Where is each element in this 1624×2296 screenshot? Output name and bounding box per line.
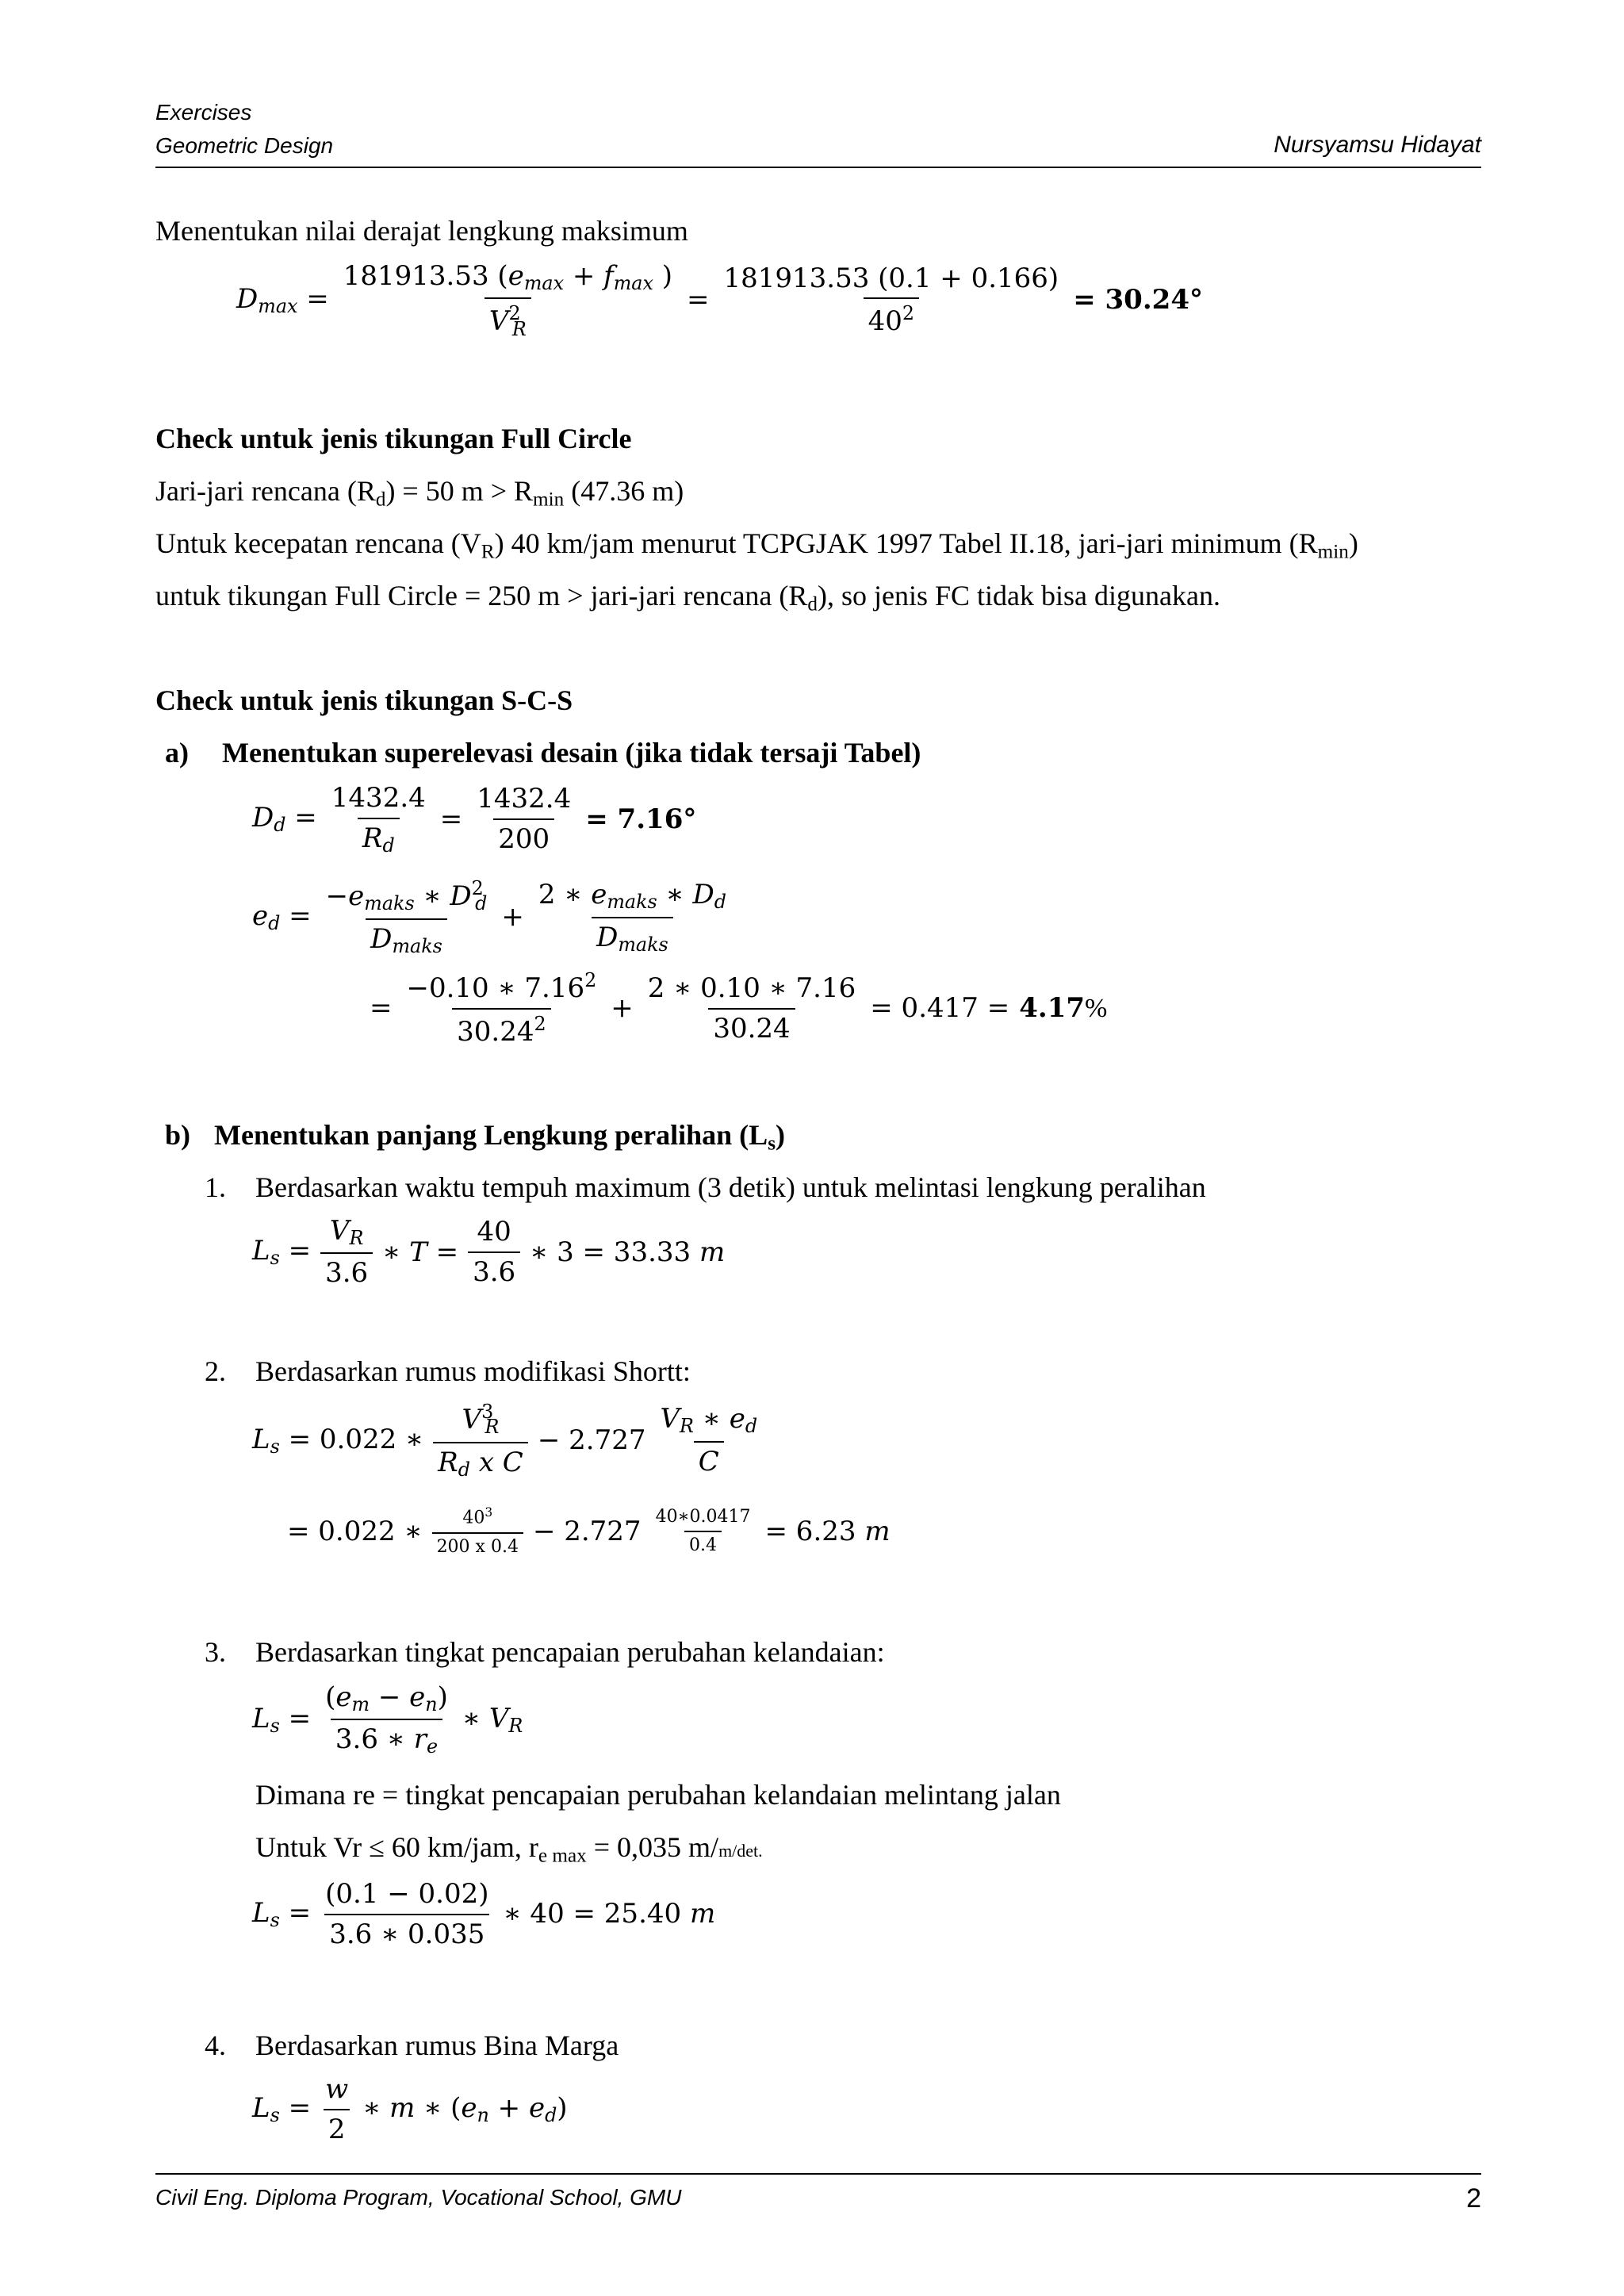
header-author: Nursyamsu Hidayat xyxy=(1274,132,1481,158)
method-4-text: Berdasarkan rumus Bina Marga xyxy=(255,2030,619,2061)
dmax-fraction-substituted: $\frac{181913.53 (0.1 + 0.166)}{40^2}$ xyxy=(723,262,1059,338)
dmax-heading: Menentukan nilai derajat lengkung maksimum xyxy=(155,215,688,247)
method-3-text: Berdasarkan tingkat pencapaian perubahan kelandaian: xyxy=(255,1636,885,1668)
dmax-fraction-general: $\frac{181913.53 (e_{max} + f_{max} )}{V^2_R}$ xyxy=(343,260,672,340)
fc-line-1: Jari-jari rencana $(R_d) = 50$ $m > R_{min}$ (47.36 m) xyxy=(155,475,684,511)
ls-method-1-equation: $L_s$ = $\frac{V_R}{3.6}$ ∗ T = $\frac{40}{3.6}$ ∗ 3 = 33.33 m xyxy=(252,1215,726,1290)
scs-title: Check untuk jenis tikungan S-C-S xyxy=(155,684,573,716)
page-number: 2 xyxy=(1466,2183,1481,2214)
header-rule xyxy=(155,167,1481,168)
header-subject: Geometric Design xyxy=(155,133,334,158)
scs-b-title: Menentukan panjang Lengkung peralihan $(L_s)$ xyxy=(214,1119,785,1155)
ed-result: 4.17 xyxy=(1019,991,1086,1024)
footer-program: Civil Eng. Diploma Program, Vocational School, GMU xyxy=(155,2185,682,2210)
method-3-note-2: Untuk Vr ≤ 60 km/jam, $r_{e max} = 0,035$ m/m/det. xyxy=(255,1831,763,1867)
method-4-number: 4. xyxy=(205,2030,226,2061)
fc-line-3: untuk tikungan Full Circle = 250 m > jari-jari rencana $(R_d)$, so jenis FC tidak bisa digunakan. xyxy=(155,580,1220,615)
dmax-equation: $D_{max}$ = $\frac{181913.53 (e_{max} + f_{max} )}{V^2_R}$ = $\frac{181913.53 (0.1 + 0.166)}{40^2}$ = 30.24° xyxy=(236,260,1203,340)
dmax-result: = 30.24° xyxy=(1073,284,1203,316)
ed-equation-substituted: = $\frac{-0.10 ∗ 7.16^2}{30.24^2}$ + $\frac{2 ∗ 0.10 ∗ 7.16}{30.24}$ = 0.417 = 4.17% xyxy=(370,969,1108,1048)
method-1-text: Berdasarkan waktu tempuh maximum (3 detik) untuk melintasi lengkung peralihan xyxy=(255,1171,1206,1203)
method-1-number: 1. xyxy=(205,1171,226,1203)
footer-rule xyxy=(155,2173,1481,2175)
ed-equation-general: $e_d$ = $\frac{-e_{maks} ∗ D^2_d}{D_{maks}}$ + $\frac{2 ∗ e_{maks} ∗ D_d}{D_{maks}}$ xyxy=(252,877,726,957)
ls-method-3-equation-general: $L_s$ = $\frac{(e_m - e_n)}{3.6 ∗ r_e}$ ∗ $V_R$ xyxy=(252,1681,523,1758)
ls-method-4-equation: $L_s$ = $\frac{w}{2}$ ∗ m ∗ $(e_n + e_d)$ xyxy=(252,2073,568,2145)
fc-title: Check untuk jenis tikungan Full Circle xyxy=(155,423,632,454)
ls-method-2-equation-substituted: = 0.022 ∗ $\frac{40^3}{200 x 0.4}$ − 2.727 $\frac{40∗0.0417}{0.4}$ = 6.23 m xyxy=(287,1505,891,1557)
ls-method-2-equation-general: $L_s = 0.022$ ∗ $\frac{V^3_R}{R_d x C}$ − 2.727 $\frac{V_R ∗ e_d}{C}$ xyxy=(252,1401,758,1481)
header-course: Exercises xyxy=(155,100,252,125)
fc-line-2: Untuk kecepatan rencana $(V_R)$ 40 km/jam menurut TCPGJAK 1997 Tabel II.18, jari-jari minimum $(R_{min})$ xyxy=(155,527,1358,563)
scs-a-title: Menentukan superelevasi desain (jika tidak tersaji Tabel) xyxy=(222,737,921,769)
dd-equation: $D_d$ = $\frac{1432.4}{R_d}$ = $\frac{1432.4}{200}$ = 7.16° xyxy=(252,782,697,857)
method-3-note-1: Dimana re = tingkat pencapaian perubahan kelandaian melintang jalan xyxy=(255,1779,1061,1811)
scs-b-label: b) xyxy=(165,1119,191,1151)
scs-a-label: a) xyxy=(165,737,189,769)
ls-method-3-equation-substituted: $L_s$ = $\frac{(0.1 - 0.02)}{3.6 ∗ 0.035}$ ∗ 40 = 25.40 m xyxy=(252,1878,716,1950)
dd-result: = 7.16° xyxy=(585,803,697,835)
method-3-number: 3. xyxy=(205,1636,226,1668)
method-2-number: 2. xyxy=(205,1355,226,1387)
method-2-text: Berdasarkan rumus modifikasi Shortt: xyxy=(255,1355,691,1387)
